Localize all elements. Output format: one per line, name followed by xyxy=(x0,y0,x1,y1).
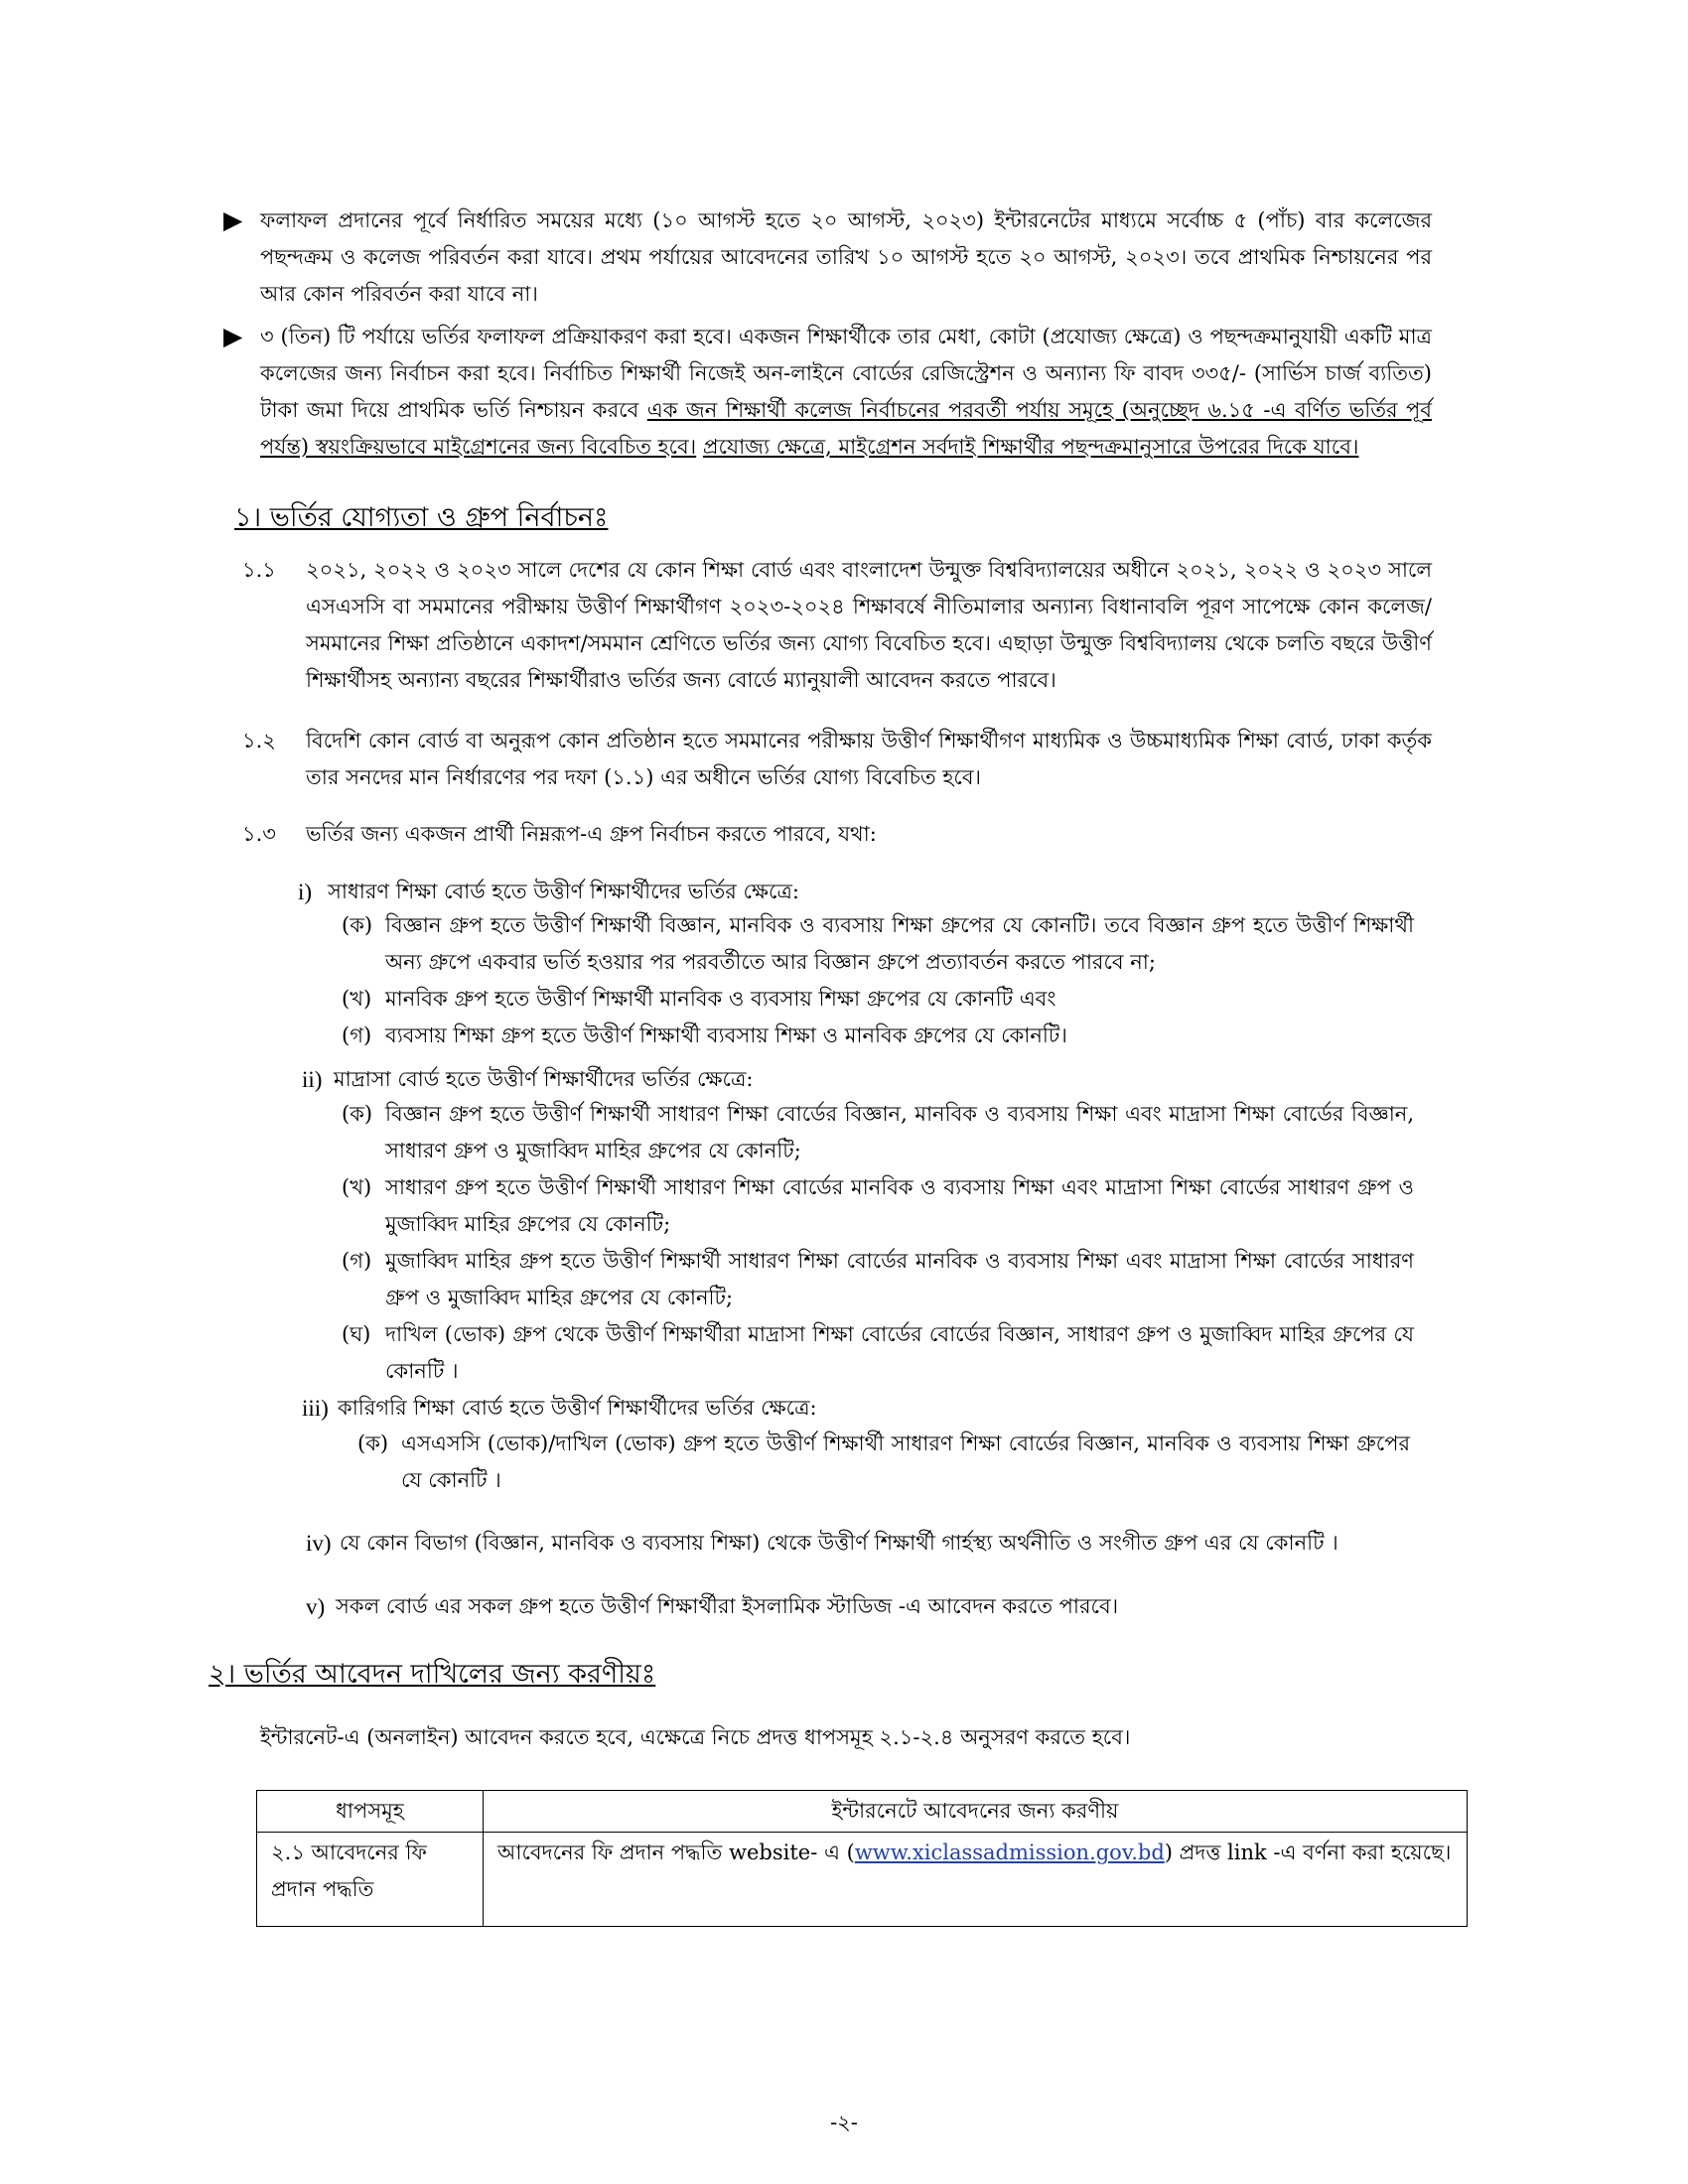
intro-bullet-1 xyxy=(223,203,1432,313)
sub-section-ii xyxy=(302,1061,1432,1098)
list-item xyxy=(342,1169,1414,1243)
sub-i-items xyxy=(342,907,1414,1054)
sub-ii-items xyxy=(342,1096,1414,1390)
table-cell-step: ২.১ আবেদনের ফি প্রদান পদ্ধতি xyxy=(257,1833,484,1927)
item-label: (গ) xyxy=(342,1024,372,1047)
steps-table xyxy=(256,1790,1468,1927)
desc-text: আবেদনের ফি প্রদান পদ্ধতি website- এ ( xyxy=(497,1841,855,1864)
item-label: (ঘ) xyxy=(342,1322,371,1346)
page-number: -২- xyxy=(830,2111,858,2134)
list-item xyxy=(342,1096,1414,1169)
sub-title: সাধারণ শিক্ষা বোর্ড হতে উত্তীর্ণ শিক্ষার্থীদের ভর্তির ক্ষেত্রে: xyxy=(328,880,800,903)
item-text: দাখিল (ভোক) গ্রুপ থেকে উত্তীর্ণ শিক্ষার্থীরা মাদ্রাসা শিক্ষা বোর্ডের বোর্ডের বিজ্ঞান, সাধারণ গ্রুপ ও মুজাব্বিদ মাহির গ্রুপের যে কোনটি । xyxy=(385,1322,1414,1383)
bullet-text: ৩ (তিন) টি পর্যায়ে ভর্তির ফলাফল প্রক্রিয়াকরণ করা হবে। একজন শিক্ষার্থীকে তার মেধা, কোটা (প্রযোজ্য ক্ষেত্রে) ও পছন্দক্রমানুযায়ী একটি মাত্র কলেজের জন্য নির্বাচন করা হবে। নির্বাচিত শিক্ষার্থী নিজেই অন-লাইনে বোর্ডের রেজিস্ট্রেশন ও অন্যান্য ফি বাবদ ৩৩৫/- (সার্ভিস চার্জ ব্যতিত) টাকা জমা দিয়ে প্রাথমিক ভর্তি নিশ্চায়ন করবে xyxy=(260,325,1432,422)
table-header-actions: ইন্টারনেটে আবেদনের জন্য করণীয় xyxy=(484,1791,1468,1833)
item-text: এসএসসি (ভোক)/দাখিল (ভোক) গ্রুপ হতে উত্তীর্ণ শিক্ষার্থী সাধারণ শিক্ষা বোর্ডের বিজ্ঞান, মানবিক ও ব্যবসায় শিক্ষা গ্রুপের যে কোনটি । xyxy=(401,1432,1410,1492)
list-item xyxy=(342,981,1414,1018)
roman-numeral: iii) xyxy=(302,1396,329,1421)
section-2-heading: ২। ভর্তির আবেদন দাখিলের জন্য করণীয়ঃ xyxy=(209,1659,656,1690)
admission-website-link[interactable]: www.xiclassadmission.gov.bd xyxy=(854,1841,1165,1864)
para-number: ১.১ xyxy=(242,558,276,582)
roman-numeral: ii) xyxy=(302,1067,323,1092)
bullet-text: ফলাফল প্রদানের পূর্বে নির্ধারিত সময়ের মধ্যে (১০ আগস্ট হতে ২০ আগস্ট, ২০২৩) ইন্টারনেটের মাধ্যমে সর্বোচ্চ ৫ (পাঁচ) বার কলেজের পছন্দক্রম ও কলেজ পরিবর্তন করা যাবে। প্রথম পর্যায়ের আবেদনের তারিখ ১০ আগস্ট হতে ২০ আগস্ট, ২০২৩। তবে প্রাথমিক নিশ্চায়নের পর আর কোন পরিবর্তন করা যাবে না। xyxy=(260,208,1432,306)
desc-text-end: ) প্রদত্ত link -এ বর্ণনা করা হয়েছে। xyxy=(1164,1841,1452,1864)
sub-iii-items xyxy=(357,1426,1410,1499)
list-item xyxy=(357,1426,1410,1499)
item-label: (ক) xyxy=(357,1432,389,1455)
para-text: বিদেশি কোন বোর্ড বা অনুরূপ কোন প্রতিষ্ঠান হতে সমমানের পরীক্ষায় উত্তীর্ণ শিক্ষার্থীগণ মাধ্যমিক ও উচ্চমাধ্যমিক শিক্ষা বোর্ড, ঢাকা কর্তৃক তার সনদের মান নির্ধারণের পর দফা (১.১) এর অধীনে ভর্তির যোগ্য বিবেচিত হবে। xyxy=(306,729,1432,789)
item-text: সাধারণ গ্রুপ হতে উত্তীর্ণ শিক্ষার্থী সাধারণ শিক্ষা বোর্ডের মানবিক ও ব্যবসায় শিক্ষা এবং মাদ্রাসা শিক্ষা বোর্ডের সাধারণ গ্রুপ ও মুজাব্বিদ মাহির গ্রুপের যে কোনটি; xyxy=(385,1175,1414,1236)
sub-title: যে কোন বিভাগ (বিজ্ঞান, মানবিক ও ব্যবসায় শিক্ষা) থেকে উত্তীর্ণ শিক্ষার্থী গার্হস্থ্য অর্থনীতি ও সংগীত গ্রুপ এর যে কোনটি । xyxy=(340,1531,1338,1555)
para-text: ভর্তির জন্য একজন প্রার্থী নিম্নরূপ-এ গ্রুপ নির্বাচন করতে পারবে, যথা: xyxy=(306,822,877,846)
bullet-underlined-text-2: প্রযোজ্য ক্ষেত্রে, মাইগ্রেশন সর্বদাই শিক্ষার্থীর পছন্দক্রমানুসারে উপরের দিকে যাবে। xyxy=(702,435,1359,459)
item-label: (গ) xyxy=(342,1249,372,1273)
bullet-underlined-text: এক জন শিক্ষার্থী কলেজ নির্বাচনের পরবর্তী পর্যায় সমূহে (অনুচ্ছেদ ৬.১৫ -এ বর্ণিত ভর্তির পূর্ব পর্যন্ত) স্বয়ংক্রিয়ভাবে মাইগ্রেশনের জন্য বিবেচিত হবে। xyxy=(260,398,1432,459)
roman-numeral: v) xyxy=(306,1594,326,1619)
item-text: মুজাব্বিদ মাহির গ্রুপ হতে উত্তীর্ণ শিক্ষার্থী সাধারণ শিক্ষা বোর্ডের মানবিক ও ব্যবসায় শিক্ষা এবং মাদ্রাসা শিক্ষা বোর্ডের সাধারণ গ্রুপ ও মুজাব্বিদ মাহির গ্রুপের যে কোনটি; xyxy=(385,1249,1414,1309)
list-item xyxy=(342,1316,1414,1390)
list-item xyxy=(342,1243,1414,1316)
section-2-intro: ইন্টারনেট-এ (অনলাইন) আবেদন করতে হবে, এক্ষেত্রে নিচে প্রদত্ত ধাপসমূহ ২.১-২.৪ অনুসরণ করতে হবে। xyxy=(260,1725,1131,1749)
para-1-1 xyxy=(242,552,1432,699)
item-text: ব্যবসায় শিক্ষা গ্রুপ হতে উত্তীর্ণ শিক্ষার্থী ব্যবসায় শিক্ষা ও মানবিক গ্রুপের যে কোনটি। xyxy=(385,1024,1067,1047)
sub-section-iii xyxy=(302,1390,1432,1427)
para-1-3 xyxy=(242,816,1432,853)
para-1-2 xyxy=(242,723,1432,796)
item-label: (খ) xyxy=(342,1175,372,1199)
sub-title: কারিগরি শিক্ষা বোর্ড হতে উত্তীর্ণ শিক্ষার্থীদের ভর্তির ক্ষেত্রে: xyxy=(338,1396,817,1420)
triangle-bullet-icon: ▶ xyxy=(223,205,243,234)
bullet-text-middle xyxy=(696,435,703,459)
item-label: (খ) xyxy=(342,987,372,1011)
table-header-steps: ধাপসমূহ xyxy=(257,1791,484,1833)
table-cell-desc xyxy=(484,1833,1468,1927)
item-text: মানবিক গ্রুপ হতে উত্তীর্ণ শিক্ষার্থী মানবিক ও ব্যবসায় শিক্ষা গ্রুপের যে কোনটি এবং xyxy=(385,987,1056,1011)
roman-numeral: iv) xyxy=(306,1531,332,1556)
triangle-bullet-icon: ▶ xyxy=(223,322,243,350)
table-header-row xyxy=(257,1791,1468,1833)
item-label: (ক) xyxy=(342,1102,373,1126)
list-item xyxy=(342,907,1414,981)
sub-title: মাদ্রাসা বোর্ড হতে উত্তীর্ণ শিক্ষার্থীদের ভর্তির ক্ষেত্রে: xyxy=(334,1067,754,1091)
para-number: ১.৩ xyxy=(242,822,276,846)
para-text: ২০২১, ২০২২ ও ২০২৩ সালে দেশের যে কোন শিক্ষা বোর্ড এবং বাংলাদেশ উন্মুক্ত বিশ্ববিদ্যালয়ের অধীনে ২০২১, ২০২২ ও ২০২৩ সালে এসএসসি বা সমমানের পরীক্ষায় উত্তীর্ণ শিক্ষার্থীগণ ২০২৩-২০২৪ শিক্ষাবর্ষে নীতিমালার অন্যান্য বিধানাবলি পূরণ সাপেক্ষে কোন কলেজ/সমমানের শিক্ষা প্রতিষ্ঠানে একাদশ/সমমান শ্রেণিতে ভর্তির জন্য যোগ্য বিবেচিত হবে। এছাড়া উন্মুক্ত বিশ্ববিদ্যালয় থেকে চলতি বছরে উত্তীর্ণ শিক্ষার্থীসহ অন্যান্য বছরের শিক্ষার্থীরাও ভর্তির জন্য বোর্ডে ম্যানুয়ালী আবেদন করতে পারবে। xyxy=(306,558,1432,692)
item-text: বিজ্ঞান গ্রুপ হতে উত্তীর্ণ শিক্ষার্থী বিজ্ঞান, মানবিক ও ব্যবসায় শিক্ষা গ্রুপের যে কোনটি। তবে বিজ্ঞান গ্রুপ হতে উত্তীর্ণ শিক্ষার্থী অন্য গ্রুপে একবার ভর্তি হওয়ার পর পরবর্তীতে আর বিজ্ঞান গ্রুপে প্রত্যাবর্তন করতে পারবে না; xyxy=(385,913,1414,974)
para-number: ১.২ xyxy=(242,729,276,752)
intro-bullet-2 xyxy=(223,319,1432,466)
item-label: (ক) xyxy=(342,913,373,937)
item-text: বিজ্ঞান গ্রুপ হতে উত্তীর্ণ শিক্ষার্থী সাধারণ শিক্ষা বোর্ডের বিজ্ঞান, মানবিক ও ব্যবসায় শিক্ষা এবং মাদ্রাসা শিক্ষা বোর্ডের বিজ্ঞান, সাধারণ গ্রুপ ও মুজাব্বিদ মাহির গ্রুপের যে কোনটি; xyxy=(385,1102,1414,1162)
list-item xyxy=(342,1018,1414,1054)
sub-section-iv xyxy=(306,1525,1432,1562)
sub-title: সকল বোর্ড এর সকল গ্রুপ হতে উত্তীর্ণ শিক্ষার্থীরা ইসলামিক স্টাডিজ -এ আবেদন করতে পারবে। xyxy=(336,1594,1119,1618)
roman-numeral: i) xyxy=(298,880,313,904)
section-1-heading: ১। ভর্তির যোগ্যতা ও গ্রুপ নির্বাচনঃ xyxy=(234,502,609,533)
sub-section-v xyxy=(306,1588,1432,1625)
table-row xyxy=(257,1833,1468,1927)
sub-section-i xyxy=(298,874,1432,910)
